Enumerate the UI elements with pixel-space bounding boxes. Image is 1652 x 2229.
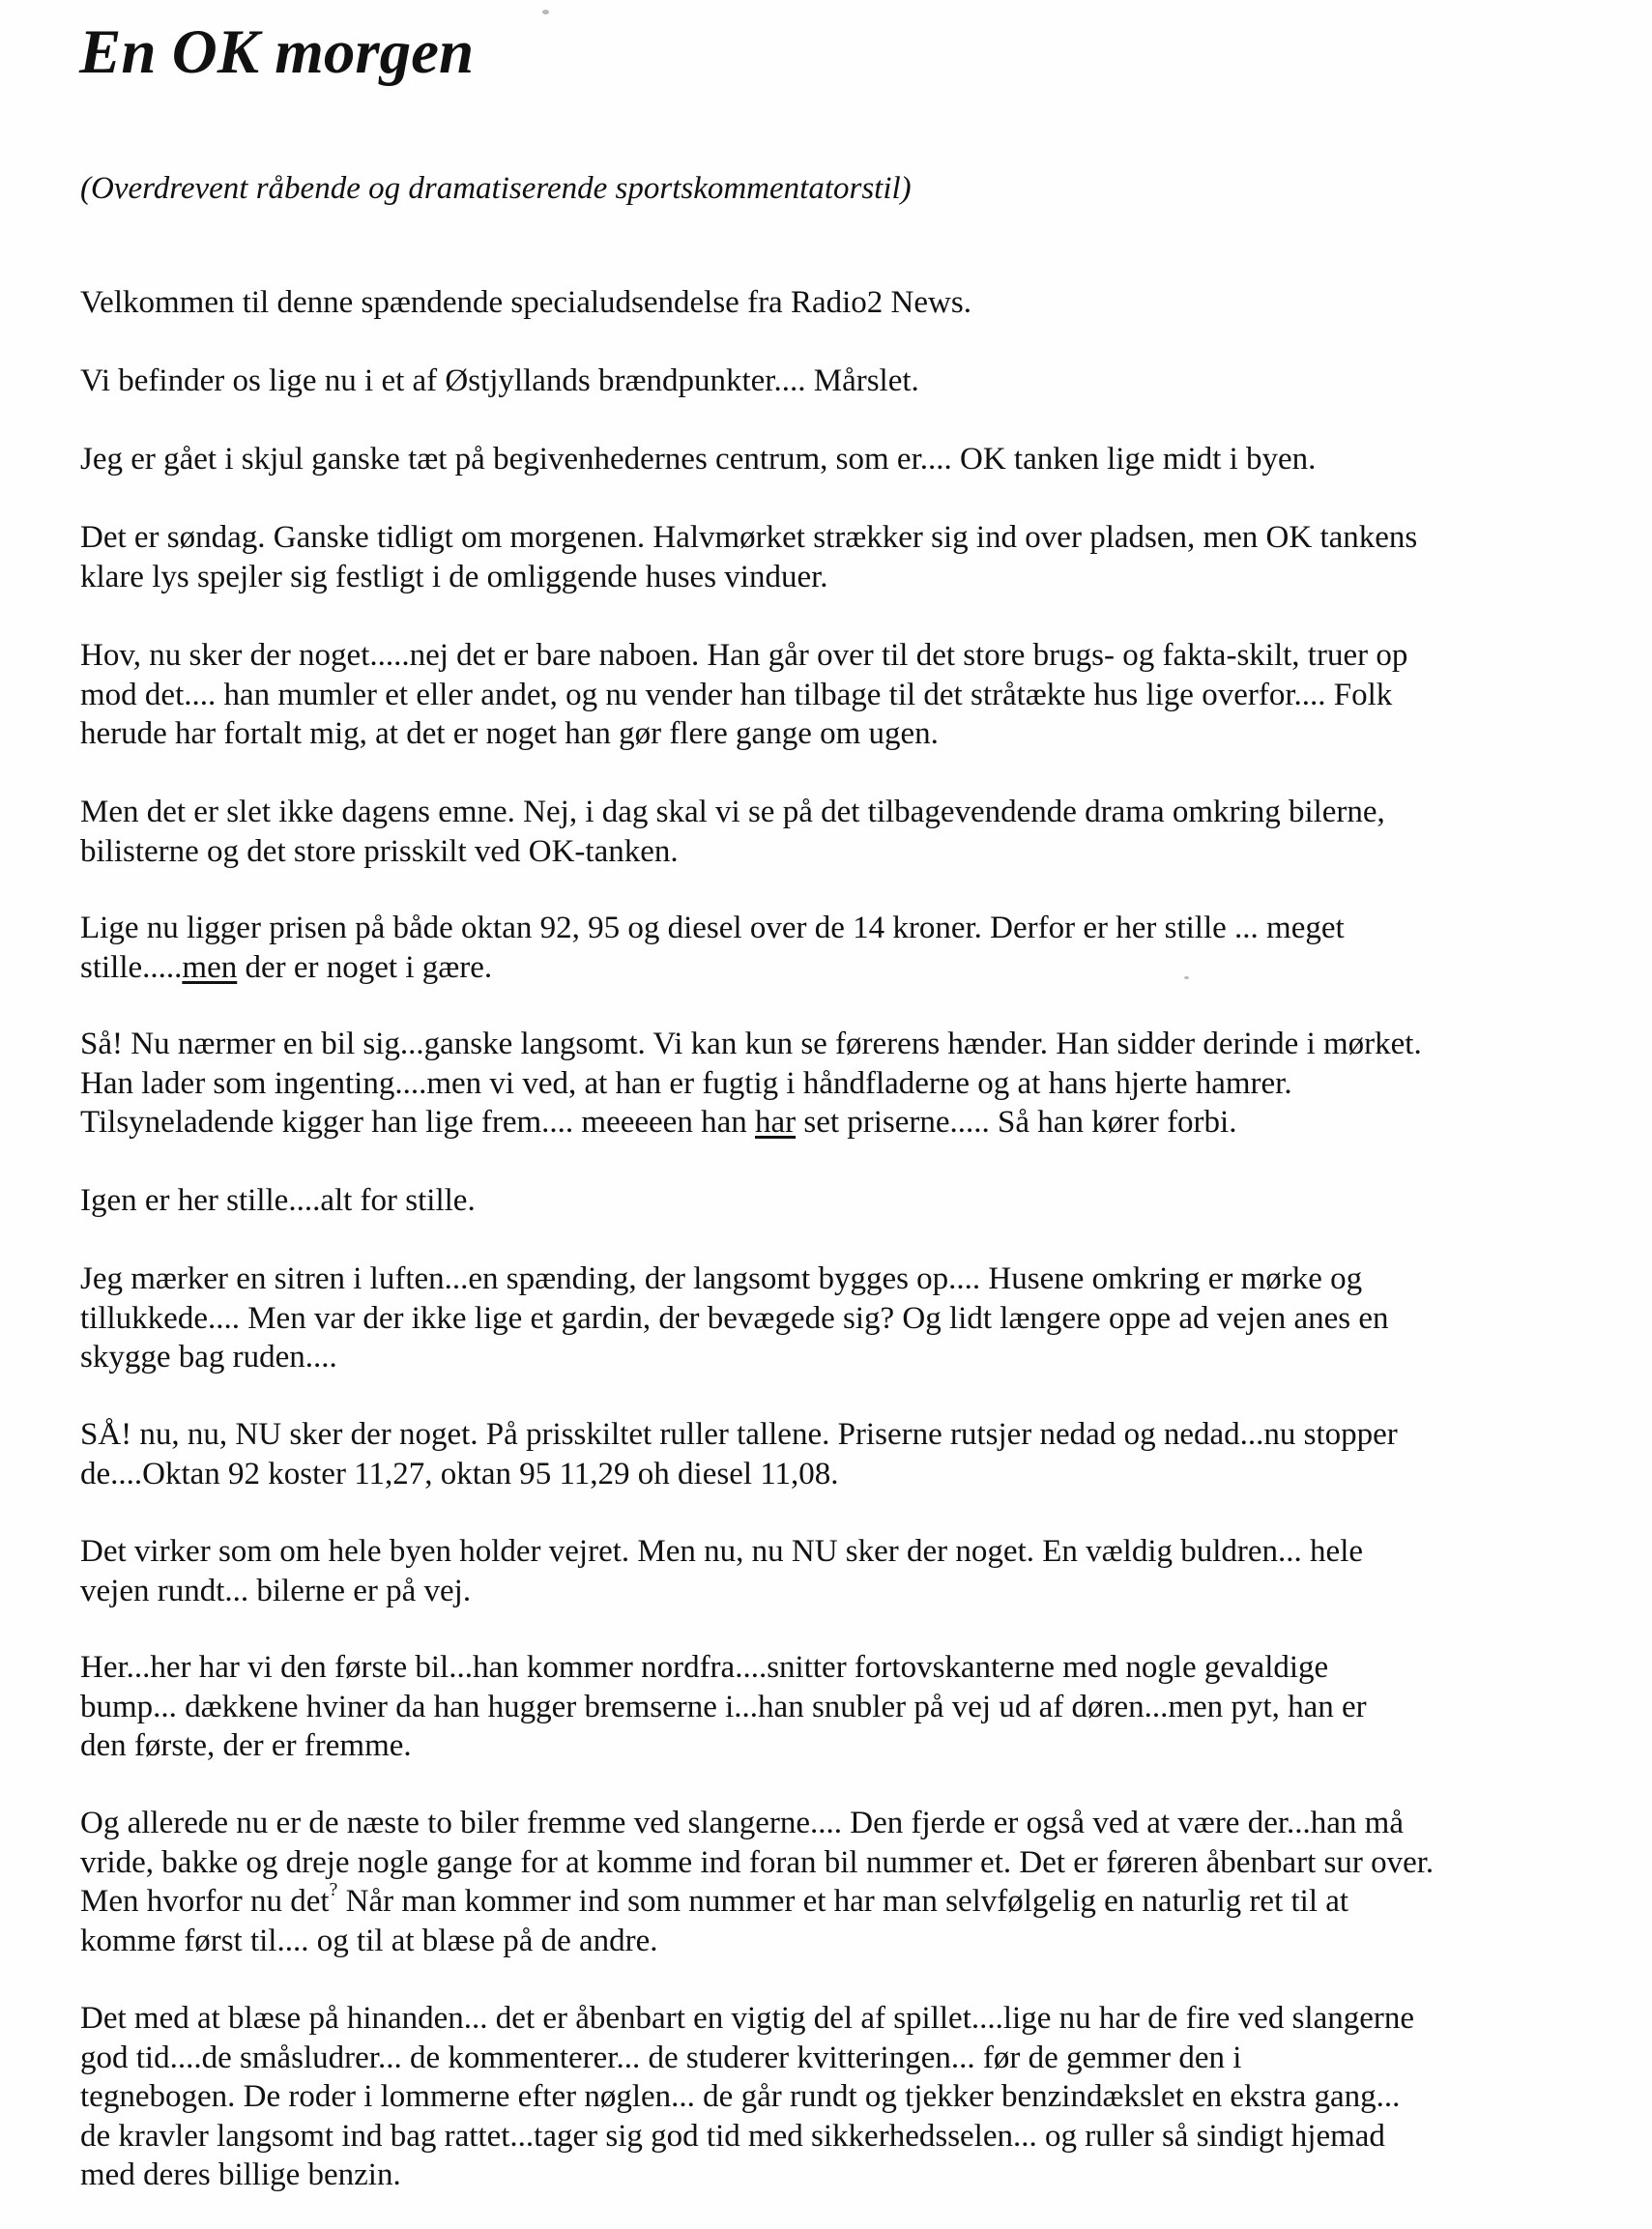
paragraph-15 xyxy=(80,1999,1414,2195)
text-line: skygge bag ruden.... xyxy=(80,1340,337,1375)
paragraph-9 xyxy=(80,1181,476,1221)
text-line: med deres billige benzin. xyxy=(80,2157,401,2192)
text-segment: der er noget i gære. xyxy=(237,949,493,985)
paragraph-1 xyxy=(80,283,971,323)
text-line: bilisterne og det store prisskilt ved OK-tanken. xyxy=(80,833,679,869)
paragraph-3 xyxy=(80,440,1316,479)
paragraph-2 xyxy=(80,362,919,401)
text-line: mod det.... han mumler et eller andet, og nu vender han tilbage til det stråtækte hus lige overfor.... Folk xyxy=(80,677,1393,712)
text-line: Jeg er gået i skjul ganske tæt på begivenhedernes centrum, som er.... OK tanken lige midt i byen. xyxy=(80,442,1317,477)
paragraph-11 xyxy=(80,1415,1398,1493)
paragraph-5 xyxy=(80,636,1407,754)
text-line: den første, der er fremme. xyxy=(80,1728,412,1763)
text-line xyxy=(80,1879,1434,1922)
text-line: Vi befinder os lige nu i et af Østjyllands brændpunkter.... Mårslet. xyxy=(80,363,919,398)
text-line: de....Oktan 92 koster 11,27, oktan 95 11,29 oh diesel 11,08. xyxy=(80,1456,839,1491)
text-line: Velkommen til denne spændende specialudsendelse fra Radio2 News. xyxy=(80,285,971,320)
text-line xyxy=(80,948,1345,988)
paragraph-12 xyxy=(80,1532,1363,1610)
text-line: Men det er slet ikke dagens emne. Nej, i dag skal vi se på det tilbagevendende drama omkring bilerne, xyxy=(80,795,1385,829)
paragraph-14 xyxy=(80,1804,1434,1960)
scan-speck xyxy=(542,10,549,14)
underlined-word: har xyxy=(754,1105,797,1140)
paragraph-10 xyxy=(80,1259,1388,1377)
text-line: vride, bakke og dreje nogle gange for at komme ind foran bil nummer et. Det er føreren åbenbart sur over. xyxy=(80,1844,1435,1880)
text-line: Her...her har vi den første bil...han kommer nordfra....snitter fortovskanterne med nogle gevaldige xyxy=(80,1650,1329,1685)
text-line: vejen rundt... bilerne er på vej. xyxy=(80,1573,472,1608)
text-line: tegnebogen. De roder i lommerne efter nøglen... de går rundt og tjekker benzindækslet en ekstra gang... xyxy=(80,2079,1401,2114)
document-title: En OK morgen xyxy=(79,17,475,87)
text-segment: Når man kommer ind som nummer et har man selvfølgelig en naturlig ret til at xyxy=(337,1884,1349,1919)
text-line: de kravler langsomt ind bag rattet...tager sig god tid med sikkerhedsselen... og ruller så sindigt hjemad xyxy=(80,2118,1385,2154)
text-line: Jeg mærker en sitren i luften...en spænding, der langsomt bygges op.... Husene omkring er mørke og xyxy=(80,1261,1363,1296)
text-line: Og allerede nu er de næste to biler fremme ved slangerne.... Den fjerde er også ved at være der...han må xyxy=(80,1806,1404,1840)
text-segment: Men hvorfor nu det xyxy=(80,1884,330,1919)
text-line: Lige nu ligger prisen på både oktan 92, 95 og diesel over de 14 kroner. Derfor er her stille ... meget xyxy=(80,911,1345,945)
text-line: bump... dækkene hviner da han hugger bremserne i...han snubler på vej ud af døren...men pyt, han er xyxy=(80,1689,1367,1724)
text-segment: Tilsyneladende kigger han lige frem.... meeeeen han xyxy=(80,1105,755,1140)
paragraph-8 xyxy=(80,1025,1422,1143)
text-segment: stille..... xyxy=(80,949,183,985)
superscript-mark: ? xyxy=(329,1879,338,1900)
text-line: SÅ! nu, nu, NU sker der noget. På prisskiltet ruller tallene. Priserne rutsjer nedad og nedad...nu stopper xyxy=(80,1417,1398,1452)
paragraph-7 xyxy=(80,909,1345,987)
text-line: Det med at blæse på hinanden... det er åbenbart en vigtig del af spillet....lige nu har de fire ved slangerne xyxy=(80,2001,1415,2036)
text-line: herude har fortalt mig, at det er noget han gør flere gange om ugen. xyxy=(80,716,939,751)
paragraph-6 xyxy=(80,793,1385,871)
paragraph-13 xyxy=(80,1648,1367,1766)
text-line: Så! Nu nærmer en bil sig...ganske langsomt. Vi kan kun se førerens hænder. Han sidder derinde i mørket. xyxy=(80,1027,1422,1061)
text-line xyxy=(80,1103,1422,1143)
text-line: Det er søndag. Ganske tidligt om morgenen. Halvmørket strækker sig ind over pladsen, men OK tankens xyxy=(80,520,1418,555)
text-line: Igen er her stille....alt for stille. xyxy=(80,1183,476,1218)
text-line: klare lys spejler sig festligt i de omliggende huses vinduer. xyxy=(80,559,828,594)
text-line: tillukkede.... Men var der ikke lige et gardin, der bevægede sig? Og lidt længere oppe ad vejen anes en xyxy=(80,1300,1389,1336)
text-line: Han lader som ingenting....men vi ved, at han er fugtig i håndfladerne og at hans hjerte hamrer. xyxy=(80,1065,1292,1101)
underlined-word: men xyxy=(182,949,238,985)
text-segment: set priserne..... Så han kører forbi. xyxy=(796,1105,1237,1140)
text-line: Hov, nu sker der noget.....nej det er bare naboen. Han går over til det store brugs- og fakta-skilt, truer op xyxy=(80,638,1408,673)
paragraph-4 xyxy=(80,518,1417,596)
text-line: god tid....de småsludrer... de kommenterer... de studerer kvitteringen... før de gemmer den i xyxy=(80,2040,1242,2075)
text-line: Det virker som om hele byen holder vejret. Men nu, nu NU sker der noget. En vældig buldren... hele xyxy=(80,1534,1364,1569)
text-line: komme først til.... og til at blæse på de andre. xyxy=(80,1923,658,1958)
document-subtitle: (Overdrevent råbende og dramatiserende sportskommentatorstil) xyxy=(80,171,912,206)
